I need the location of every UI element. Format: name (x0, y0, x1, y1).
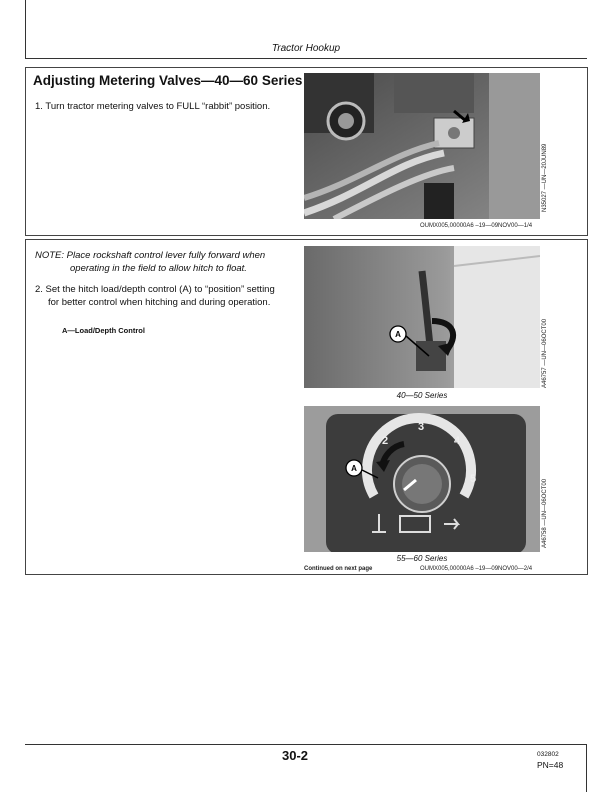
page-header-title: Tractor Hookup (271, 43, 341, 54)
page-right-rule (586, 744, 587, 792)
dial-photo-55-60 (304, 406, 540, 552)
footer-rule (25, 744, 587, 745)
photo-3-id: A46758 —UN—06OCT00 (542, 478, 548, 548)
dial-number-5: 5 (470, 473, 477, 485)
dial-number-3: 3 (418, 421, 425, 433)
photo-2-id: A46757 —UN—06OCT00 (542, 318, 548, 388)
photo-2-caption: 40—50 Series (396, 391, 448, 400)
photo-1-callout-label: A (395, 330, 401, 339)
section-2-reference: OUMX005,00000A6 –19—09NOV00—2/4 (420, 566, 533, 572)
photo-3-caption: 55—60 Series (396, 554, 448, 563)
dial-number-2: 2 (382, 435, 389, 447)
continued-label: Continued on next page (304, 566, 373, 572)
metering-valves-illustration (304, 73, 540, 219)
metering-valves-photo (304, 73, 540, 219)
lever-illustration (304, 246, 540, 388)
lever-photo-40-50 (304, 246, 540, 388)
header-rule (25, 58, 587, 59)
step-2-line-2: for better control when hitching and during operation. (48, 297, 271, 308)
footer-pn: PN=48 (537, 760, 564, 770)
dial-illustration (304, 406, 540, 552)
photo-2-callout-label: A (351, 464, 357, 473)
photo-1-id: N35027 —UN—20JUN89 (542, 143, 548, 212)
legend-load-depth-control: A—Load/Depth Control (62, 326, 145, 335)
step-2-line-1: 2. Set the hitch load/depth control (A) to “position” setting (35, 284, 275, 295)
note-line-2: operating in the field to allow hitch to float. (70, 263, 247, 274)
page-number: 30-2 (282, 748, 309, 763)
section-1-reference: OUMX005,00000A6 –19—09NOV00—1/4 (420, 223, 533, 229)
section-title: Adjusting Metering Valves—40—60 Series (33, 73, 303, 88)
note-line-1: NOTE: Place rockshaft control lever fully forward when (35, 250, 266, 261)
dial-number-4: 4 (454, 435, 461, 447)
step-1-text: 1. Turn tractor metering valves to FULL “rabbit” position. (35, 101, 271, 112)
footer-code: 032802 (537, 751, 559, 758)
